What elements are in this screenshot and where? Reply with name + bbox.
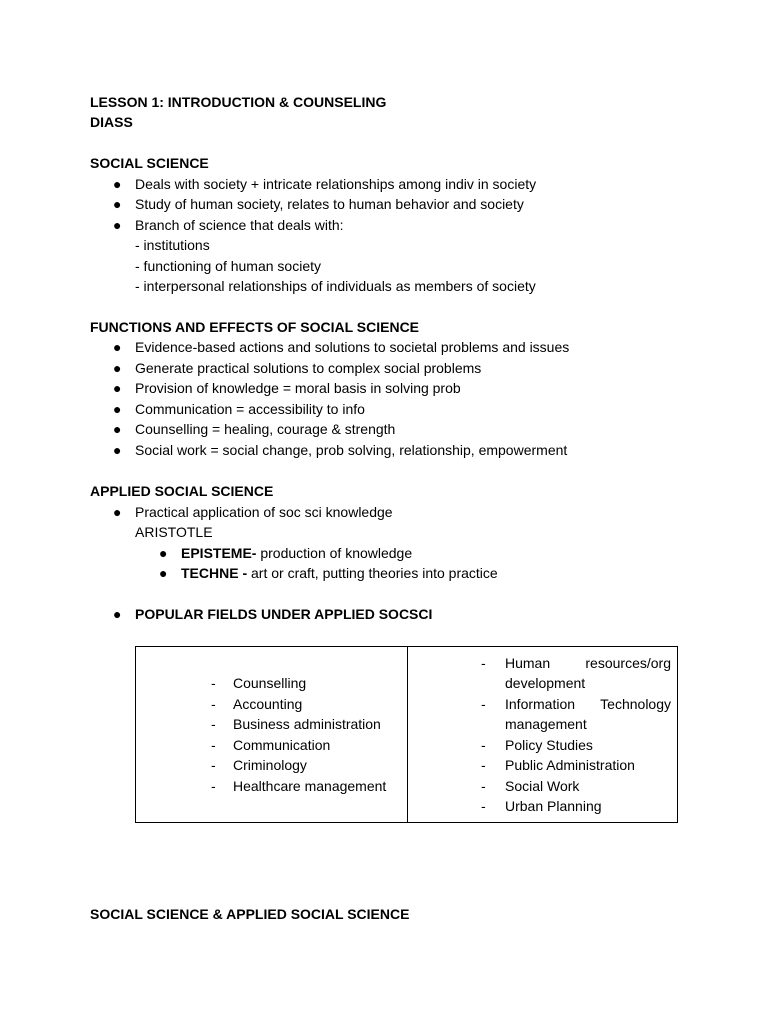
bullet-icon: ● bbox=[113, 196, 122, 212]
list-item: - Business administration bbox=[211, 714, 407, 735]
dash-icon: - bbox=[481, 757, 486, 773]
dash-icon: - bbox=[481, 695, 486, 712]
list-item: - Accounting bbox=[211, 694, 407, 715]
dash-icon: - bbox=[211, 757, 216, 773]
list-item: - Criminology bbox=[211, 755, 407, 776]
dash-icon: - bbox=[481, 798, 486, 814]
dash-icon: - bbox=[211, 736, 216, 753]
fields-table bbox=[135, 646, 678, 823]
section-heading-popular-fields: POPULAR FIELDS UNDER APPLIED SOCSCI bbox=[135, 606, 433, 622]
term-description: production of knowledge bbox=[256, 545, 413, 561]
section-heading-social-science: SOCIAL SCIENCE bbox=[90, 155, 209, 171]
list-item: - Policy Studies bbox=[481, 735, 671, 756]
list-item: - Social Work bbox=[481, 776, 671, 797]
bullet-icon: ● bbox=[113, 217, 122, 233]
list-item: Social work = social change, prob solving, relationship, empowerment bbox=[135, 442, 568, 458]
section-heading-functions: FUNCTIONS AND EFFECTS OF SOCIAL SCIENCE bbox=[90, 319, 420, 335]
bullet-icon: ● bbox=[159, 545, 168, 561]
section-heading-comparison: SOCIAL SCIENCE & APPLIED SOCIAL SCIENCE bbox=[90, 906, 410, 922]
dash-icon: - bbox=[211, 675, 216, 691]
bullet-icon: ● bbox=[113, 442, 122, 458]
term-description: art or craft, putting theories into practice bbox=[247, 565, 498, 581]
list-item: Practical application of soc sci knowledge bbox=[135, 504, 393, 520]
fields-left-column bbox=[136, 647, 408, 823]
dash-icon: - bbox=[481, 777, 486, 794]
bullet-icon: ● bbox=[113, 176, 122, 192]
list-item: Study of human society, relates to human behavior and society bbox=[135, 196, 524, 212]
philosopher-label: ARISTOTLE bbox=[135, 524, 213, 540]
bullet-icon: ● bbox=[113, 380, 122, 396]
fields-right-list bbox=[481, 653, 671, 817]
sub-bullet-item bbox=[181, 563, 498, 583]
term-label: TECHNE - bbox=[181, 565, 248, 581]
fields-left-list bbox=[211, 673, 407, 796]
bullet-icon: ● bbox=[159, 565, 168, 581]
list-item: Provision of knowledge = moral basis in solving prob bbox=[135, 380, 461, 396]
list-item: Deals with society + intricate relationships among indiv in society bbox=[135, 176, 537, 192]
list-item: Evidence-based actions and solutions to societal problems and issues bbox=[135, 339, 570, 355]
bullet-icon: ● bbox=[113, 339, 122, 355]
list-item: - Healthcare management bbox=[211, 776, 407, 797]
subject-title: DIASS bbox=[90, 114, 133, 130]
dash-icon: - bbox=[211, 716, 216, 732]
list-item: Branch of science that deals with: bbox=[135, 217, 344, 233]
bullet-icon: ● bbox=[113, 421, 122, 437]
term-label: EPISTEME- bbox=[181, 545, 257, 561]
bullet-icon: ● bbox=[113, 360, 122, 376]
list-item: Generate practical solutions to complex social problems bbox=[135, 360, 482, 376]
lesson-title: LESSON 1: INTRODUCTION & COUNSELING bbox=[90, 94, 387, 110]
fields-right-column bbox=[408, 647, 678, 823]
list-item: Communication = accessibility to info bbox=[135, 401, 365, 417]
sub-list-item: - functioning of human society bbox=[135, 258, 321, 274]
bullet-icon: ● bbox=[113, 401, 122, 417]
section-heading-applied: APPLIED SOCIAL SCIENCE bbox=[90, 483, 274, 499]
bullet-icon: ● bbox=[113, 504, 122, 520]
list-item: - Counselling bbox=[211, 673, 407, 694]
sub-bullet-item bbox=[181, 543, 412, 563]
list-item: Counselling = healing, courage & strength bbox=[135, 421, 396, 437]
dash-icon: - bbox=[481, 736, 486, 753]
dash-icon: - bbox=[481, 654, 486, 671]
list-item: - Information Technology management bbox=[481, 695, 671, 732]
bullet-icon: ● bbox=[113, 606, 122, 622]
sub-list-item: - interpersonal relationships of individuals as members of society bbox=[135, 278, 536, 294]
dash-icon: - bbox=[211, 777, 216, 794]
list-item: - Human resources/org development bbox=[481, 654, 671, 691]
list-item: - Communication bbox=[211, 735, 407, 756]
list-item: - Public Administration bbox=[481, 755, 671, 776]
sub-list-item: - institutions bbox=[135, 237, 210, 253]
list-item: - Urban Planning bbox=[481, 796, 671, 817]
dash-icon: - bbox=[211, 695, 216, 712]
